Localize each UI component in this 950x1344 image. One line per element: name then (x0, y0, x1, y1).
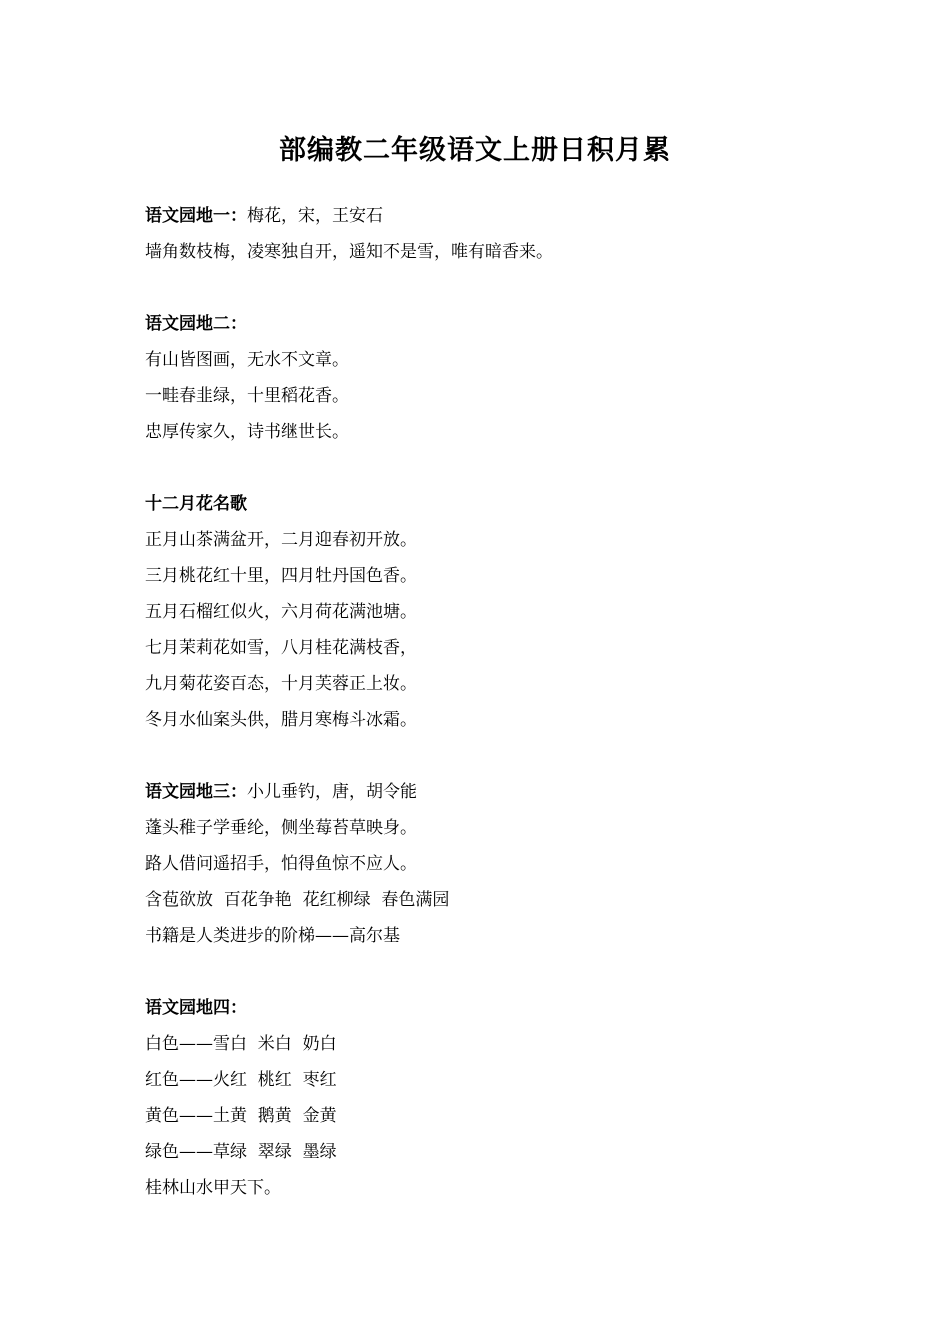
section-flower-song (145, 486, 845, 738)
document-body (145, 198, 845, 1206)
section-heading-row (145, 198, 845, 234)
text-line: 一畦春韭绿，十里稻花香。 (145, 386, 349, 406)
section-heading: 语文园地四： (145, 998, 247, 1018)
text-line: 蓬头稚子学垂纶，侧坐莓苔草映身。 (145, 818, 417, 838)
section-heading-row (145, 774, 845, 810)
text-line: 七月茉莉花如雪，八月桂花满枝香， (145, 638, 417, 658)
section-spacer (145, 450, 845, 486)
text-line: 含苞欲放 百花争艳 花红柳绿 春色满园 (145, 890, 450, 910)
section-heading: 语文园地三： (145, 782, 247, 802)
section-heading: 十二月花名歌 (145, 494, 247, 514)
section-heading-row (145, 990, 845, 1026)
section-spacer (145, 270, 845, 306)
text-line: 墙角数枝梅，凌寒独自开，遥知不是雪，唯有暗香来。 (145, 242, 553, 262)
text-line: 冬月水仙案头供，腊月寒梅斗冰霜。 (145, 710, 417, 730)
text-line: 路人借问遥招手，怕得鱼惊不应人。 (145, 854, 417, 874)
text-line: 黄色——土黄 鹅黄 金黄 (145, 1106, 337, 1126)
text-line: 有山皆图画，无水不文章。 (145, 350, 349, 370)
text-line: 绿色——草绿 翠绿 墨绿 (145, 1142, 337, 1162)
page-title: 部编教二年级语文上册日积月累 (279, 135, 671, 166)
section-garden-1 (145, 198, 845, 270)
section-heading-row (145, 306, 845, 342)
section-heading: 语文园地一： (145, 206, 247, 226)
section-heading: 语文园地二： (145, 314, 247, 334)
text-line: 正月山茶满盆开，二月迎春初开放。 (145, 530, 417, 550)
text-line: 红色——火红 桃红 枣红 (145, 1070, 337, 1090)
section-heading-row (145, 486, 845, 522)
text-line: 三月桃花红十里，四月牡丹国色香。 (145, 566, 417, 586)
section-garden-4 (145, 990, 845, 1206)
text-line: 桂林山水甲天下。 (145, 1178, 281, 1198)
section-spacer (145, 954, 845, 990)
section-spacer (145, 738, 845, 774)
text-line: 白色——雪白 米白 奶白 (145, 1034, 337, 1054)
text-line: 忠厚传家久，诗书继世长。 (145, 422, 349, 442)
section-garden-2 (145, 306, 845, 450)
section-heading-suffix: 梅花，宋，王安石 (247, 206, 383, 226)
text-line: 五月石榴红似火，六月荷花满池塘。 (145, 602, 417, 622)
section-garden-3 (145, 774, 845, 954)
text-line: 九月菊花姿百态，十月芙蓉正上妆。 (145, 674, 417, 694)
text-line: 书籍是人类进步的阶梯——高尔基 (145, 926, 400, 946)
section-heading-suffix: 小儿垂钓，唐，胡令能 (247, 782, 417, 802)
